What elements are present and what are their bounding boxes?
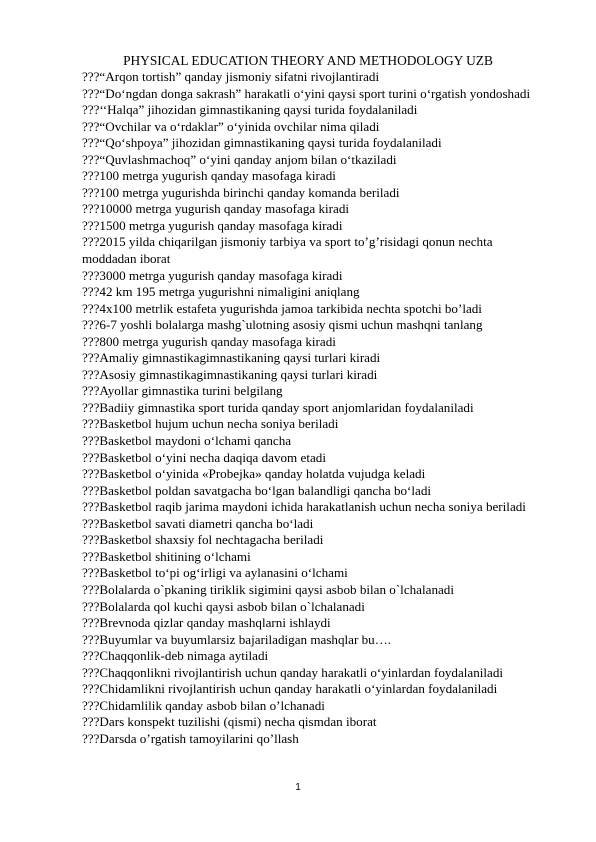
question-item: ???Basketbol shitining o‘lchami: [82, 548, 251, 564]
question-item: ???“Do‘ngdan donga sakrash” harakatli o‘yini qaysi sport turini o‘rgatish yondoshadi: [82, 85, 531, 101]
question-item: ???800 metrga yugurish qanday masofaga kiradi: [82, 333, 336, 349]
question-item: ???“Arqon tortish” qanday jismoniy sifatni rivojlantiradi: [82, 69, 380, 84]
question-item: ???“Qo‘shpoya” jihozidan gimnastikaning qaysi turida foydalaniladi: [82, 135, 442, 151]
question-item: ???Dars konspekt tuzilishi (qismi) necha qismdan iborat: [82, 714, 377, 730]
question-item: ???Amaliy gimnastikagimnastikaning qaysi turlari kiradi: [82, 350, 381, 366]
question-item: ???Ayollar gimnastika turini belgilang: [82, 383, 283, 399]
question-item: ???Basketbol o‘yini necha daqiqa davom etadi: [82, 449, 326, 465]
question-item: ???Bolalarda o`pkaning tiriklik sigimini qaysi asbob bilan o`lchalanadi: [82, 581, 454, 597]
question-item: ???1500 metrga yugurish qanday masofaga kiradi: [82, 217, 343, 233]
page-number: 1: [295, 782, 301, 793]
question-item: ???‘‘Halqa” jihozidan gimnastikaning qaysi turida foydalaniladi: [82, 102, 418, 118]
question-item: ???Basketbol to‘pi og‘irligi va aylanasini o‘lchami: [82, 565, 348, 581]
question-item: ???Basketbol maydoni o‘lchami qancha: [82, 433, 292, 449]
question-item: ???Chidamlilik qanday asbob bilan o’lchanadi: [82, 697, 325, 713]
question-item: ???Basketbol raqib jarima maydoni ichida harakatlanish uchun necha soniya beriladi: [82, 499, 526, 515]
question-item: ???100 metrga yugurish qanday masofaga kiradi: [82, 168, 336, 184]
question-item: ???Buyumlar va buyumlarsiz bajariladigan mashqlar bu….: [82, 631, 392, 647]
question-item: ???“Ovchilar va o‘rdaklar” o‘yinida ovchilar nima qiladi: [82, 118, 380, 134]
question-item: ???Badiiy gimnastika sport turida qanday sport anjomlaridan foydalaniladi: [82, 399, 474, 415]
question-item: ???Basketbol hujum uchun necha soniya beriladi: [82, 416, 339, 432]
question-item: ???42 km 195 metrga yugurishni nimaligini aniqlang: [82, 284, 360, 300]
document-title: PHYSICAL EDUCATION THEORY AND METHODOLOGY UZB: [123, 53, 493, 68]
question-item: ???2015 yilda chiqarilgan jismoniy tarbiya va sport to’g’risidagi qonun nechta moddadan iborat: [82, 234, 493, 267]
question-item: ???Chidamlikni rivojlantirish uchun qanday harakatli o‘yinlardan foydalaniladi: [82, 681, 498, 697]
question-item: ???10000 metrga yugurish qanday masofaga kiradi: [82, 201, 350, 217]
question-item: ???Basketbol savati diametri qancha bo‘ladi: [82, 515, 314, 531]
question-item: ???6-7 yoshli bolalarga mashg`ulotning asosiy qismi uchun mashqni tanlang: [82, 317, 483, 333]
question-item: ???Asosiy gimnastikagimnastikaning qaysi turlari kiradi: [82, 366, 378, 382]
question-item: ???Chaqqonlikni rivojlantirish uchun qanday harakatli o‘yinlardan foydalaniladi: [82, 664, 504, 680]
question-item: ???3000 metrga yugurish qanday masofaga kiradi: [82, 267, 343, 283]
question-item: ???Basketbol shaxsiy fol nechtagacha beriladi: [82, 532, 324, 548]
question-item: ???Chaqqonlik-deb nimaga aytiladi: [82, 648, 269, 664]
question-item: ???Brevnoda qizlar qanday mashqlarni ishlaydi: [82, 615, 331, 631]
question-item: ???Darsda o’rgatish tamoyilarini qo’llash: [82, 730, 299, 746]
question-item: ???Basketbol poldan savatgacha bo‘lgan balandligi qancha bo‘ladi: [82, 482, 432, 498]
question-item: ???“Quvlashmachoq” o‘yini qanday anjom bilan o‘tkaziladi: [82, 151, 397, 167]
question-item: ???Basketbol o‘yinida «Probejka» qanday holatda vujudga keladi: [82, 466, 426, 482]
question-item: ???100 metrga yugurishda birinchi qanday komanda beriladi: [82, 184, 400, 200]
question-item: ???4x100 metrlik estafeta yugurishda jamoa tarkibida nechta spotchi bo’ladi: [82, 300, 482, 316]
question-list: [82, 69, 542, 747]
question-item: ???Bolalarda qol kuchi qaysi asbob bilan o`lchalanadi: [82, 598, 365, 614]
